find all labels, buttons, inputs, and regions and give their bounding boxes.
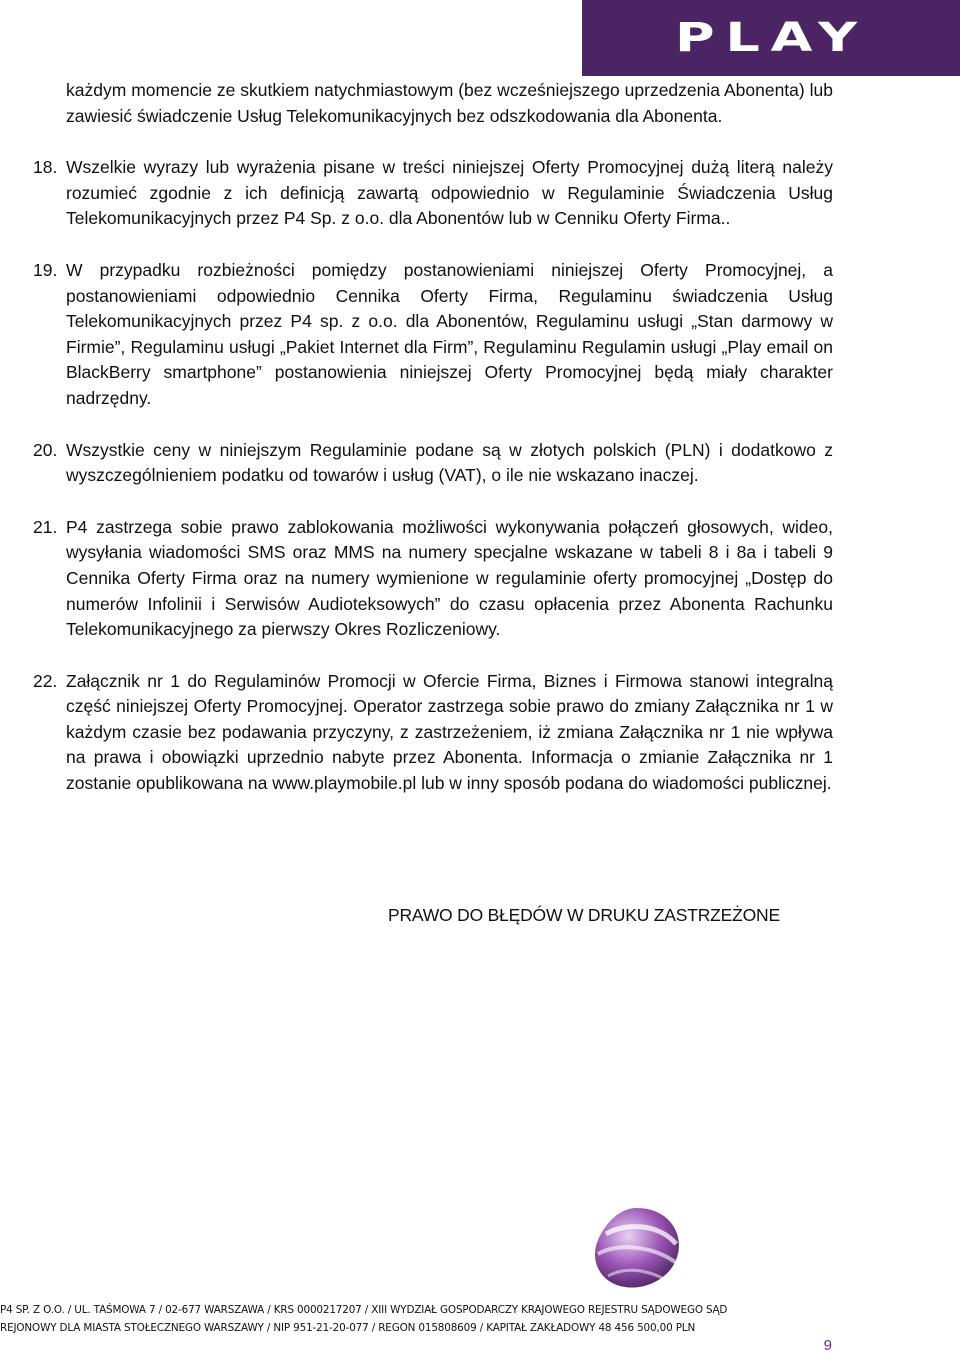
errata-notice: PRAWO DO BŁĘDÓW W DRUKU ZASTRZEŻONE (388, 905, 780, 925)
clause-19 (33, 258, 833, 412)
clause-text: P4 zastrzega sobie prawo zablokowania możliwości wykonywania połączeń głosowych, wideo, wysyłania wiadomości SMS oraz MMS na numery specjalne wskazane w tabeli 8 i 8a i tabeli 9 Cennika Oferty Firma oraz na numery wymienione w regulaminie oferty promocyjnej „Dostęp do numerów Infolinii i Serwisów Audioteksowych” do czasu opłacenia przez Abonenta Rachunku Telekomunikacyjnego za pierwszy Okres Rozliczeniowy. (66, 516, 833, 640)
clause-18 (33, 155, 833, 232)
logo-text: PLAY (674, 15, 868, 61)
document-body (33, 78, 833, 797)
clause-22 (33, 669, 833, 797)
clause-text: W przypadku rozbieżności pomiędzy postanowieniami niniejszej Oferty Promocyjnej, a postanowieniami odpowiednio Cennika Oferty Firma, Regulaminu świadczenia Usług Telekomunikacyjnych przez P4 sp. z o.o. dla Abonentów, Regulaminu usługi „Stan darmowy w Firmie”, Regulaminu usługi „Pakiet Internet dla Firm”, Regulaminu Regulamin usługi „Play email on BlackBerry smartphone” postanowienia niniejszej Oferty Promocyjnej będą miały charakter nadrzędny. (66, 259, 833, 408)
page-number: 9 (823, 1337, 832, 1354)
clause-number: 19. (33, 259, 58, 280)
clause-20 (33, 438, 833, 489)
clause-number: 21. (33, 516, 58, 537)
clause-number: 22. (33, 670, 58, 691)
footer-line-2: REJONOWY DLA MIASTA STOŁECZNEGO WARSZAWY / NIP 951-21-20-077 / REGON 015808609 / KAPITAŁ ZAKŁADOWY 48 456 500,00 PLN (0, 1322, 696, 1334)
company-footer (0, 1301, 960, 1337)
footer-line-1: P4 SP. Z O.O. / UL. TAŚMOWA 7 / 02-677 WARSZAWA / KRS 0000217207 / XIII WYDZIAŁ GOSPODARCZY KRAJOWEGO REJESTRU SĄDOWEGO SĄD (0, 1304, 728, 1316)
play-swirl-icon (584, 1200, 690, 1300)
clause-21 (33, 515, 833, 643)
clause-number: 18. (33, 157, 58, 178)
clause-number: 20. (33, 439, 58, 460)
lead-paragraph: każdym momencie ze skutkiem natychmiastowym (bez wcześniejszego uprzedzenia Abonenta) lub zawiesić świadczenie Usług Telekomunikacyjnych bez odszkodowania dla Abonenta. (66, 80, 833, 126)
clause-text: Załącznik nr 1 do Regulaminów Promocji w Ofercie Firma, Biznes i Firmowa stanowi integralną część niniejszej Oferty Promocyjnej. Operator zastrzega sobie prawo do zmiany Załącznika nr 1 w każdym czasie bez podawania przyczyny, z zastrzeżeniem, iż zmiana Załącznika nr 1 nie wpływa na prawa i obowiązki uprzednio nabyte przez Abonenta. Informacja o zmianie Załącznika nr 1 zostanie opublikowana na www.playmobile.pl lub w inny sposób podana do wiadomości publicznej. (66, 670, 833, 794)
clause-text: Wszelkie wyrazy lub wyrażenia pisane w treści niniejszej Oferty Promocyjnej dużą literą należy rozumieć zgodnie z ich definicją zawartą odpowiednio w Regulaminie Świadczenia Usług Telekomunikacyjnych przez P4 Sp. z o.o. dla Abonentów lub w Cenniku Oferty Firma.. (66, 157, 833, 229)
play-logo (582, 0, 960, 76)
clause-text: Wszystkie ceny w niniejszym Regulaminie podane są w złotych polskich (PLN) i dodatkowo z wyszczególnieniem podatku od towarów i usług (VAT), o ile nie wskazano inaczej. (66, 439, 833, 486)
